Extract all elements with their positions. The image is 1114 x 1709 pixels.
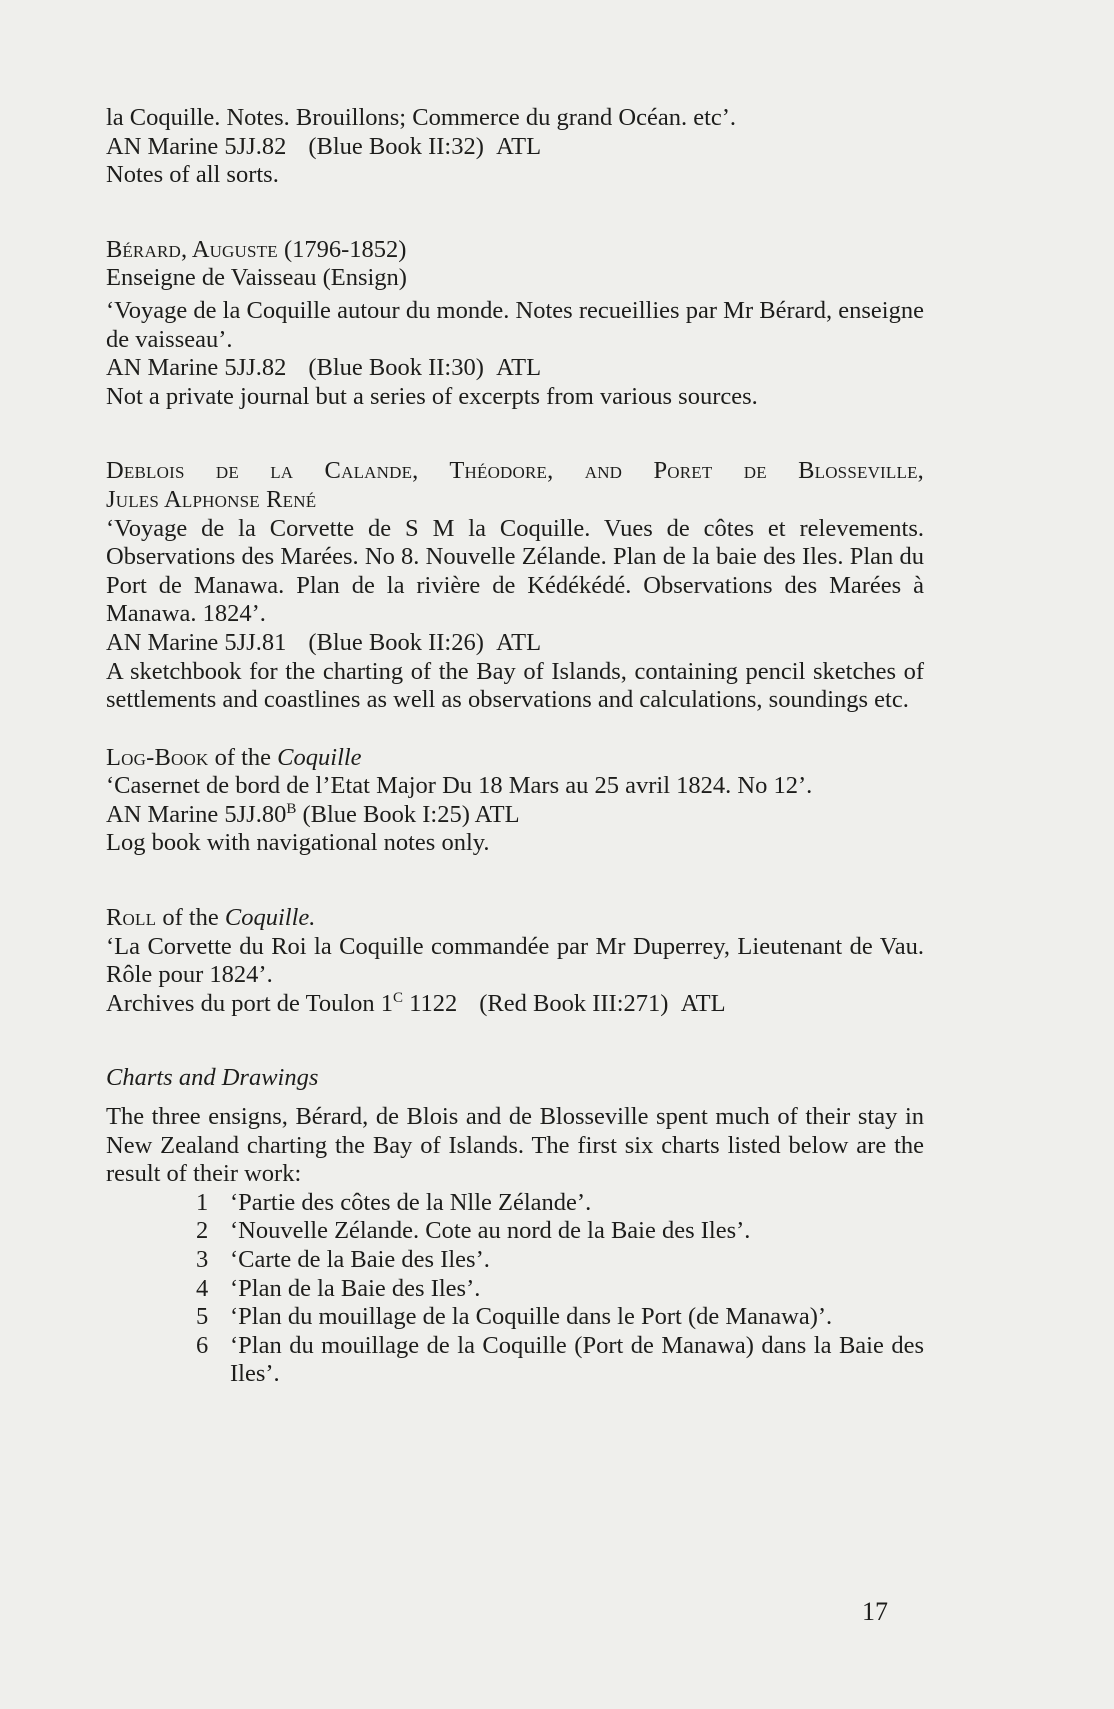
entry-note: A sketchbook for the charting of the Bay of Islands, containing pencil sketches of settlements and coastlines as well as observations and calculations, soundings etc.	[106, 657, 924, 714]
page-number: 17	[862, 1597, 888, 1626]
entry-title: ‘Voyage de la Coquille autour du monde. Notes recueillies par Mr Bérard, enseigne de vaisseau’.	[106, 296, 924, 353]
entry-heading-line-2: Jules Alphonse René	[106, 485, 317, 513]
surname-rest: érard	[122, 235, 181, 263]
given-rest: uguste	[209, 235, 278, 263]
list-item	[106, 1332, 924, 1389]
list-item	[106, 1303, 924, 1332]
reference-superscript: B	[286, 800, 297, 817]
entry-log-book	[106, 744, 924, 858]
entry-heading: Bérard, Auguste (1796-1852)	[106, 235, 407, 263]
blue-book-reference: (Blue Book II:26)	[308, 628, 484, 656]
entry-title: ‘Casernet de bord de l’Etat Major Du 18 Mars au 25 avril 1824. No 12’.	[106, 772, 813, 800]
given-initial: A	[191, 235, 210, 263]
list-item	[106, 1275, 924, 1304]
entry-reference-line	[106, 801, 924, 830]
item-text: ‘Nouvelle Zélande. Cote au nord de la Baie des Iles’.	[230, 1217, 751, 1245]
record-type: Log-Book	[106, 743, 209, 771]
entry-reference-line	[106, 133, 924, 162]
charts-section	[106, 1064, 924, 1389]
reference-number: 1122	[409, 989, 458, 1017]
archive-reference: Archives du port de Toulon 1	[106, 989, 394, 1017]
ship-name: Coquille	[277, 743, 362, 771]
archive-reference: AN Marine 5JJ.81	[106, 628, 287, 656]
item-number: 1	[196, 1188, 209, 1216]
section-heading: Charts and Drawings	[106, 1064, 319, 1092]
blue-book-reference: (Blue Book II:30)	[308, 354, 484, 382]
entry-reference-line	[106, 990, 924, 1019]
entry-title: ‘Voyage de la Corvette de S M la Coquille. Vues de côtes et relevements. Observations des Marées. No 8. Nouvelle Zélande. Plan de la baie des Iles. Plan du Port de Manawa. Plan de la rivière de Kédékédé. Observations des Marées à Manawa. 1824’.	[106, 514, 924, 628]
archive-reference: AN Marine 5JJ.80	[106, 800, 287, 828]
entry-title: ‘La Corvette du Roi la Coquille commandée par Mr Duperrey, Lieutenant de Vau. Rôle pour 1824’.	[106, 932, 924, 989]
holding-location: ATL	[680, 989, 726, 1017]
entry-rank: Enseigne de Vaisseau (Ensign)	[106, 264, 407, 292]
holding-location: ATL	[496, 132, 542, 160]
entry-heading	[106, 744, 924, 773]
entry-note: Log book with navigational notes only.	[106, 829, 490, 857]
list-item	[106, 1217, 924, 1246]
holding-location: ATL	[474, 800, 520, 828]
item-text: ‘Plan du mouillage de la Coquille (Port de Manawa) dans la Baie des Iles’.	[230, 1331, 924, 1388]
item-text: ‘Carte de la Baie des Iles’.	[230, 1246, 490, 1273]
entry-note: Not a private journal but a series of excerpts from various sources.	[106, 382, 758, 410]
section-intro: The three ensigns, Bérard, de Blois and de Blosseville spent much of their stay in New Zealand charting the Bay of Islands. The first six charts listed below are the result of their work:	[106, 1103, 924, 1188]
entry-berard	[106, 236, 924, 412]
red-book-reference: (Red Book III:271)	[479, 989, 669, 1017]
list-item	[106, 1246, 924, 1275]
record-type: Roll	[106, 904, 157, 932]
charts-list	[106, 1189, 924, 1389]
heading-connector: of the	[214, 743, 272, 771]
entry-roll	[106, 904, 924, 1018]
entry-reference-line	[106, 354, 924, 383]
page-body	[106, 104, 924, 1389]
item-text: ‘Plan du mouillage de la Coquille dans le Port (de Manawa)’.	[230, 1303, 833, 1331]
item-number: 6	[196, 1331, 209, 1359]
entry-coquille-notes	[106, 104, 924, 190]
item-text: ‘Plan de la Baie des Iles’.	[230, 1274, 481, 1302]
blue-book-reference: (Blue Book I:25)	[302, 800, 470, 828]
life-dates: (1796-1852)	[283, 235, 407, 263]
list-item	[106, 1189, 924, 1218]
item-number: 2	[196, 1217, 209, 1245]
blue-book-reference: (Blue Book II:32)	[308, 132, 484, 160]
holding-location: ATL	[496, 354, 542, 382]
entry-title: la Coquille. Notes. Brouillons; Commerce du grand Océan. etc’.	[106, 104, 737, 131]
entry-heading-line-1: Deblois de la Calande, Théodore, and Poret de Blosseville,	[106, 457, 924, 485]
entry-heading	[106, 904, 924, 933]
holding-location: ATL	[496, 628, 542, 656]
entry-note: Notes of all sorts.	[106, 161, 279, 189]
surname-initial: B	[106, 235, 123, 263]
archive-reference: AN Marine 5JJ.82	[106, 354, 287, 382]
reference-superscript: C	[393, 989, 404, 1006]
ship-name: Coquille.	[224, 904, 316, 932]
item-number: 3	[196, 1246, 209, 1273]
archive-reference: AN Marine 5JJ.82	[106, 132, 287, 160]
heading-connector: of the	[162, 904, 219, 932]
item-number: 5	[196, 1303, 209, 1331]
entry-deblois	[106, 457, 924, 714]
entry-reference-line	[106, 629, 924, 658]
item-number: 4	[196, 1274, 209, 1302]
item-text: ‘Partie des côtes de la Nlle Zélande’.	[230, 1188, 592, 1216]
